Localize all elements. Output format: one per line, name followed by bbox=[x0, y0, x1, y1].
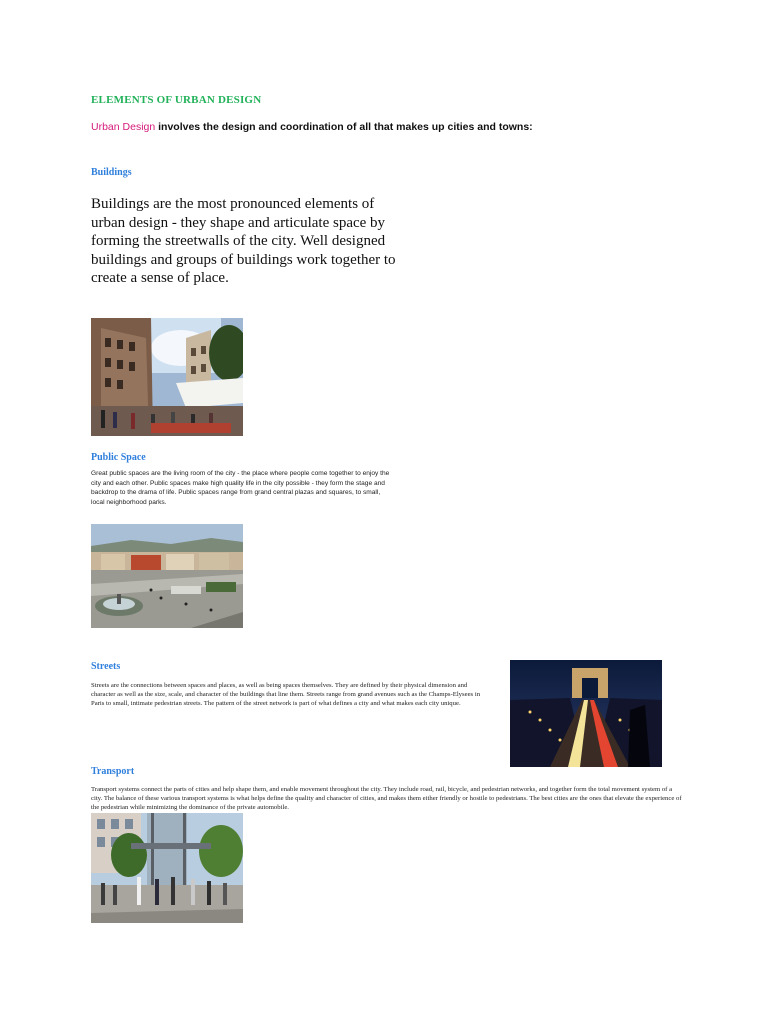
streets-body: Streets are the connections between spaces and places, as well as being spaces themselves. They are defined by their physical dimension and character as well as the size, scale, and character of the buildings that line them. Streets range from grand avenues such as the Champs-Elysees in Paris to small, intimate pedestrian streets. The pattern of the street network is part of what defines a city and what makes each city unique. bbox=[91, 682, 481, 707]
streets-heading: Streets bbox=[91, 661, 121, 672]
buildings-heading: Buildings bbox=[91, 167, 132, 178]
intro-highlight: Urban Design bbox=[91, 121, 156, 133]
intro-paragraph bbox=[91, 121, 533, 133]
public-space-heading: Public Space bbox=[91, 452, 146, 463]
buildings-body: Buildings are the most pronounced elements of urban design - they shape and articulate space by forming the streetwalls of the city. Well designed buildings and groups of buildings work together to create a sense of place. bbox=[91, 196, 396, 286]
transport-body: Transport systems connect the parts of cities and help shape them, and enable movement throughout the city. They include road, rail, bicycle, and pedestrian networks, and together form the total movement system of a city. The balance of these various transport systems is what helps define the quality and character of cities, and makes them either friendly or hostile to pedestrians. The best cities are the ones that elevate the experience of the pedestrian while minimizing the dominance of the private automobile. bbox=[91, 786, 682, 811]
intro-text: involves the design and coordination of all that makes up cities and towns: bbox=[155, 121, 533, 133]
buildings-photo bbox=[91, 318, 243, 436]
public-space-body: Great public spaces are the living room of the city - the place where people come together to enjoy the city and each other. Public spaces make high quality life in the city possible - they form the stage and backdrop to the drama of life. Public spaces range from grand central plazas and squares, to small, local neighborhood parks. bbox=[91, 470, 390, 506]
document-title: ELEMENTS OF URBAN DESIGN bbox=[91, 94, 262, 106]
public-space-photo bbox=[91, 524, 243, 628]
transport-photo bbox=[91, 813, 243, 923]
streets-photo bbox=[510, 660, 662, 767]
transport-heading: Transport bbox=[91, 766, 135, 777]
